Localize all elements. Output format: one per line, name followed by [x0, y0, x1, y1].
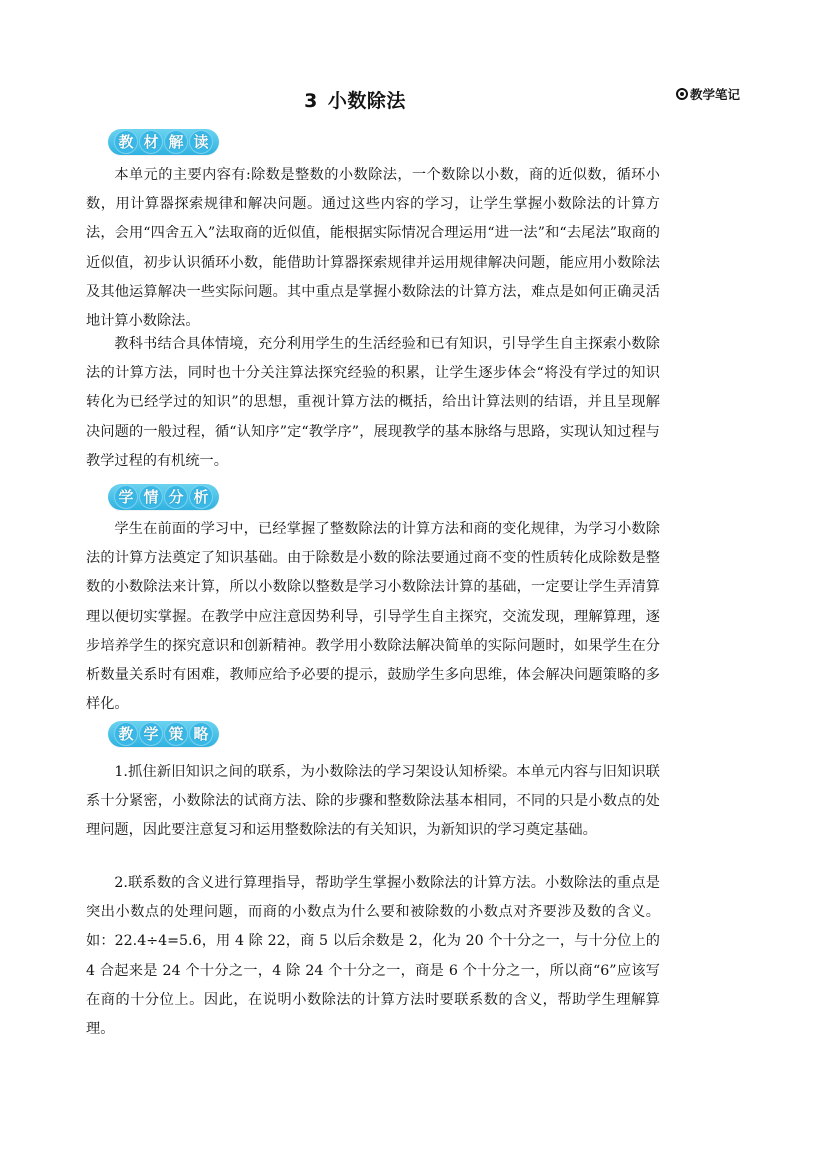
badge-char: 略 [189, 722, 213, 746]
chapter-number: 3 [304, 90, 318, 112]
teaching-notes-label [676, 85, 740, 103]
chapter-title: 小数除法 [327, 90, 406, 112]
badge-char: 学 [114, 485, 138, 509]
paragraph-student-analysis: 学生在前面的学习中，已经掌握了整数除法的计算方法和商的变化规律，为学习小数除法的计算方法奠定了知识基础。由于除数是小数的除法要通过商不变的性质转化成除数是整数的小数除法来计算，所以小数除以整数是学习小数除法计算的基础，一定要让学生弄清算理以便切实掌握。在教学中应注意因势利导，引导学生自主探究，交流发现，理解算理，逐步培养学生的探究意识和创新精神。教学用小数除法解决简单的实际问题时，如果学生在分析数量关系时有困难，教师应给予必要的提示，鼓励学生多向思维，体会解决问题策略的多样化。 [86, 521, 660, 713]
paragraph-textbook-2: 教科书结合具体情境，充分利用学生的生活经验和已有知识，引导学生自主探索小数除法的计算方法，同时也十分关注算法探究经验的积累，让学生逐步体会“将没有学过的知识转化为已经学过的知识”的思想，重视计算方法的概括，给出计算法则的结语，并且呈现解决问题的一般过程，循“认知序”定“教学序”，展现教学的基本脉络与思路，实现认知过程与教学过程的有机统一。 [86, 336, 660, 469]
badge-char: 教 [114, 130, 138, 154]
badge-char: 情 [139, 485, 163, 509]
badge-char: 学 [139, 722, 163, 746]
paragraph-strategy-1: 1.抓住新旧知识之间的联系，为小数除法的学习架设认知桥梁。本单元内容与旧知识联系十分紧密，小数除法的试商方法、除的步骤和整数除法基本相同，不同的只是小数点的处理问题，因此要注意复习和运用整数除法的有关知识，为新知识的学习奠定基础。 [86, 764, 660, 839]
paragraph-strategy-2: 2.联系数的含义进行算理指导，帮助学生掌握小数除法的计算方法。小数除法的重点是突出小数点的处理问题，而商的小数点为什么要和被除数的小数点对齐要涉及数的含义。如：22.4÷4=5.6，用 4 除 22，商 5 以后余数是 2，化为 20 个十分之一，与十分位上的 4 合起来是 24 个十分之一，4 除 24 个十分之一，商是 6 个十分之一，所以商“6”应该写在商的十分位上。因此，在说明小数除法的计算方法时要联系数的含义，帮助学生理解算理。 [86, 875, 660, 1038]
page-title [0, 86, 710, 113]
section-badge-textbook-reading [108, 129, 219, 155]
circle-bullet-icon [676, 88, 688, 100]
section-badge-teaching-strategy [108, 721, 219, 747]
teaching-notes-text: 教学笔记 [690, 87, 741, 102]
badge-char: 策 [164, 722, 188, 746]
badge-background [108, 484, 219, 510]
badge-char: 材 [139, 130, 163, 154]
badge-char: 析 [189, 485, 213, 509]
badge-char: 解 [164, 130, 188, 154]
badge-background [108, 129, 219, 155]
badge-char: 读 [189, 130, 213, 154]
section-badge-student-analysis [108, 484, 219, 510]
badge-char: 教 [114, 722, 138, 746]
badge-char: 分 [164, 485, 188, 509]
paragraph-textbook-1: 本单元的主要内容有:除数是整数的小数除法，一个数除以小数，商的近似数，循环小数，用计算器探索规律和解决问题。通过这些内容的学习，让学生掌握小数除法的计算方法，会用“四舍五入”法取商的近似值，能根据实际情况合理运用“进一法”和“去尾法”取商的近似值，初步认识循环小数，能借助计算器探索规律并运用规律解决问题，能应用小数除法及其他运算解决一些实际问题。其中重点是掌握小数除法的计算方法，难点是如何正确灵活地计算小数除法。 [86, 167, 660, 330]
badge-background [108, 721, 219, 747]
